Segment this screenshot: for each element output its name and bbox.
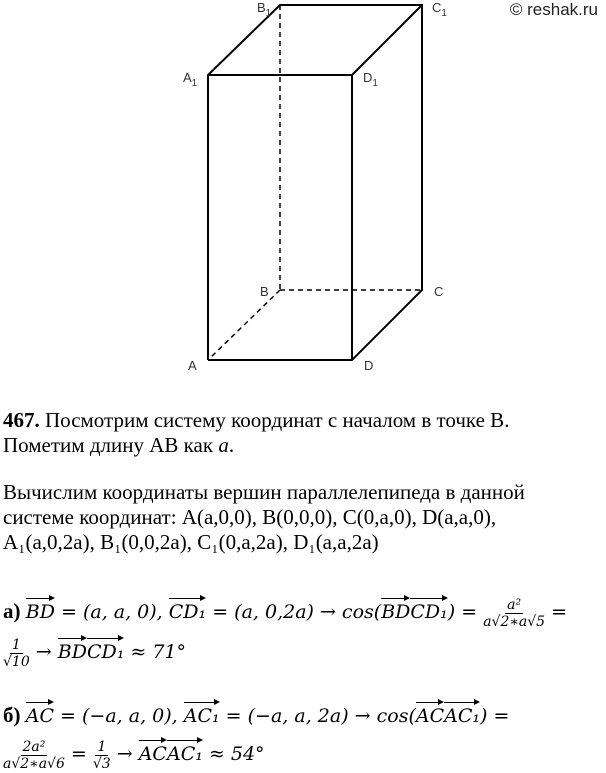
- angle-vector-cd1: CD₁: [87, 636, 124, 665]
- parallelepiped-figure: [0, 0, 606, 380]
- numerator: 2a²: [22, 738, 46, 755]
- arrow: →: [29, 641, 58, 663]
- watermark: © reshak.ru: [509, 0, 598, 19]
- angle-result-b: ≈ 54°: [202, 743, 265, 765]
- angle-vector-ac: AC: [139, 738, 167, 767]
- coords-line-1: Вычислим координаты вершин параллелепипеда в данной: [3, 480, 525, 504]
- intro-line-1: Посмотрим систему координат с началом в точке В.: [39, 408, 510, 432]
- part-b-label: б): [3, 703, 21, 727]
- label-d1: $D_1$: [363, 70, 378, 89]
- fraction-result-b: [93, 739, 111, 772]
- ac-value: = (−a, a, 0),: [54, 705, 184, 727]
- solid-edges: [208, 5, 422, 360]
- label-c: C: [434, 284, 444, 299]
- angle-vector-ac1: AC₁: [444, 700, 480, 729]
- denominator: a√2∗a√6: [3, 755, 65, 772]
- vector-ac1: AC₁: [184, 700, 220, 729]
- part-a-line-1: [3, 596, 567, 630]
- angle-vector-bd: BD: [58, 636, 87, 665]
- label-b1: $B_1$: [257, 0, 272, 19]
- denominator: √3: [92, 755, 111, 772]
- fraction-cos-b: [3, 739, 65, 772]
- ac1-value: = (−a, a, 2a) → cos(: [219, 705, 416, 727]
- equals: =: [545, 601, 568, 623]
- problem-number: 467.: [3, 408, 40, 432]
- vector-bd: BD: [26, 596, 55, 625]
- numerator: a²: [507, 596, 522, 613]
- coords-line-2: системе координат: A(a,0,0), B(0,0,0), C(0,a,0), D(a,a,0),: [3, 505, 497, 529]
- intro-text: Пометим длину АВ как: [3, 433, 219, 457]
- part-a-line-2: [3, 636, 186, 670]
- label-a: A: [188, 358, 197, 373]
- period: .: [228, 433, 235, 457]
- numerator: 1: [97, 738, 107, 755]
- numerator: 1: [11, 636, 21, 653]
- coords-line-3: A₁(a,0,2a), B₁(0,0,2a), C₁(0,a,2a), D₁(a,a,2a): [3, 530, 379, 554]
- intro-line-2: [3, 433, 234, 458]
- label-b: B: [260, 284, 269, 299]
- angle-vector-ac1: AC₁: [167, 738, 203, 767]
- bd-value: = (a, a, 0),: [54, 601, 169, 623]
- edge-ba-hidden: [208, 290, 280, 360]
- angle-vector-cd1: CD₁: [410, 596, 447, 625]
- var-a: a: [218, 433, 229, 457]
- arrow: →: [110, 743, 139, 765]
- part-a-label: а): [3, 599, 21, 623]
- edge-d1c1: [352, 5, 422, 75]
- cd1-value: = (a, 0,2a) → cos(: [206, 601, 382, 623]
- angle-vector-bd: BD: [381, 596, 410, 625]
- angle-vector-ac: AC: [416, 700, 444, 729]
- equals: ) =: [480, 705, 510, 727]
- label-c1: $C_1$: [432, 0, 447, 19]
- denominator: √10: [3, 653, 30, 670]
- problem-intro: [3, 408, 509, 433]
- vector-cd1: CD₁: [169, 596, 206, 625]
- fraction-result-a: [3, 637, 30, 670]
- equals: ) =: [447, 601, 484, 623]
- part-b-line-2: [3, 738, 265, 772]
- label-a1: $A_1$: [183, 70, 198, 89]
- equals: =: [64, 743, 93, 765]
- fraction-cos-a: [483, 597, 545, 630]
- vector-ac: AC: [26, 700, 54, 729]
- part-b-line-1: [3, 700, 509, 729]
- label-d: D: [364, 358, 374, 373]
- angle-result-a: ≈ 71°: [124, 641, 187, 663]
- denominator: a√2∗a√5: [483, 613, 546, 630]
